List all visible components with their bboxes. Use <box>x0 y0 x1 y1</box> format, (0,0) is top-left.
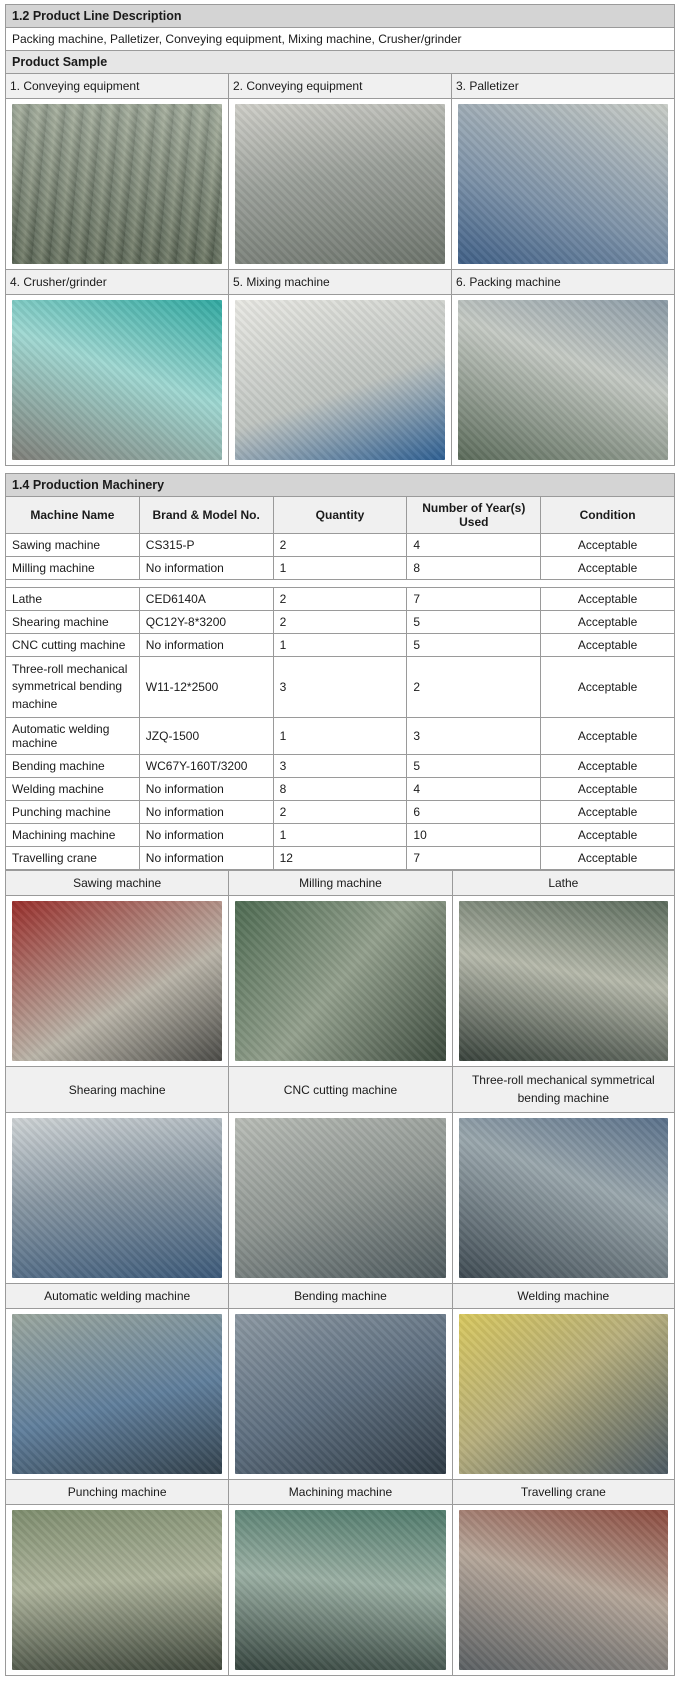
machinery-caption-welding: Welding machine <box>452 1283 674 1308</box>
machine-quantity: 3 <box>273 657 407 718</box>
machine-years: 8 <box>407 557 541 580</box>
machine-model: JZQ-1500 <box>139 718 273 755</box>
machine-condition: Acceptable <box>541 557 675 580</box>
machinery-caption-sawing: Sawing machine <box>6 871 229 896</box>
milling-machine-photo <box>235 901 445 1061</box>
machinery-photo-row-2 <box>6 1112 675 1283</box>
machine-condition: Acceptable <box>541 634 675 657</box>
machinery-caption-row-2 <box>6 1067 675 1113</box>
machinery-photo-cell-punching <box>6 1504 229 1675</box>
product-sample-heading-row <box>6 51 675 74</box>
machine-quantity: 2 <box>273 611 407 634</box>
machine-model: No information <box>139 778 273 801</box>
table-row <box>6 824 675 847</box>
machine-name: Automatic welding machine <box>6 718 140 755</box>
machinery-caption-machining: Machining machine <box>229 1479 452 1504</box>
crusher-grinder-photo <box>12 300 222 460</box>
travelling-crane-photo <box>459 1510 668 1670</box>
machine-quantity: 1 <box>273 824 407 847</box>
sample-caption-4: 4. Crusher/grinder <box>6 270 229 295</box>
machinery-caption-crane: Travelling crane <box>452 1479 674 1504</box>
welding-machine-photo <box>459 1314 668 1474</box>
table-row <box>6 557 675 580</box>
row-gap <box>6 580 675 588</box>
table-row <box>6 847 675 870</box>
machine-quantity: 1 <box>273 718 407 755</box>
machine-name: Lathe <box>6 588 140 611</box>
machine-years: 10 <box>407 824 541 847</box>
sample-caption-3: 3. Palletizer <box>452 74 675 99</box>
cnc-cutting-machine-photo <box>235 1118 445 1278</box>
table-row-spacer <box>6 580 675 588</box>
machine-model: WC67Y-160T/3200 <box>139 755 273 778</box>
machine-model: No information <box>139 557 273 580</box>
machine-years: 2 <box>407 657 541 718</box>
machinery-caption-shearing: Shearing machine <box>6 1067 229 1113</box>
machine-quantity: 1 <box>273 557 407 580</box>
machine-years: 7 <box>407 588 541 611</box>
machinery-header-row <box>6 497 675 534</box>
machine-condition: Acceptable <box>541 824 675 847</box>
sample-caption-5: 5. Mixing machine <box>229 270 452 295</box>
product-line-table <box>5 4 675 466</box>
machine-condition: Acceptable <box>541 657 675 718</box>
table-row <box>6 534 675 557</box>
column-years-used: Number of Year(s) Used <box>407 497 541 534</box>
sample-photo-cell-2 <box>229 99 452 270</box>
machinery-caption-cnc: CNC cutting machine <box>229 1067 452 1113</box>
machinery-photo-cell-crane <box>452 1504 674 1675</box>
conveying-equipment-photo-1 <box>12 104 222 264</box>
machinery-photo-cell-shearing <box>6 1112 229 1283</box>
machine-quantity: 8 <box>273 778 407 801</box>
sample-photo-cell-1 <box>6 99 229 270</box>
sample-caption-row-1 <box>6 74 675 99</box>
punching-machine-photo <box>12 1510 222 1670</box>
machine-model: No information <box>139 801 273 824</box>
machinery-photo-cell-welding <box>452 1308 674 1479</box>
conveying-equipment-photo-2 <box>235 104 445 264</box>
machinery-photo-cell-sawing <box>6 896 229 1067</box>
column-machine-name: Machine Name <box>6 497 140 534</box>
sample-caption-2: 2. Conveying equipment <box>229 74 452 99</box>
machinery-caption-milling: Milling machine <box>229 871 452 896</box>
machinery-photo-table <box>5 870 675 1676</box>
sawing-machine-photo <box>12 901 222 1061</box>
machine-years: 6 <box>407 801 541 824</box>
sample-photo-cell-4 <box>6 295 229 466</box>
machinery-caption-lathe: Lathe <box>452 871 674 896</box>
sample-caption-1: 1. Conveying equipment <box>6 74 229 99</box>
machinery-photo-row-1 <box>6 896 675 1067</box>
machinery-heading-row <box>6 474 675 497</box>
table-row <box>6 611 675 634</box>
machine-condition: Acceptable <box>541 718 675 755</box>
table-row <box>6 801 675 824</box>
machine-name: Welding machine <box>6 778 140 801</box>
three-roll-bending-machine-photo <box>459 1118 668 1278</box>
mixing-machine-photo <box>235 300 445 460</box>
machinery-heading: 1.4 Production Machinery <box>6 474 675 497</box>
machine-condition: Acceptable <box>541 801 675 824</box>
table-row <box>6 755 675 778</box>
machine-condition: Acceptable <box>541 611 675 634</box>
machine-name: CNC cutting machine <box>6 634 140 657</box>
machinery-photo-cell-bending <box>229 1308 452 1479</box>
sample-caption-row-2 <box>6 270 675 295</box>
section-spacer <box>5 466 675 473</box>
column-quantity: Quantity <box>273 497 407 534</box>
product-line-heading: 1.2 Product Line Description <box>6 5 675 28</box>
machine-years: 4 <box>407 534 541 557</box>
machine-name: Bending machine <box>6 755 140 778</box>
machinery-caption-row-3 <box>6 1283 675 1308</box>
machine-condition: Acceptable <box>541 534 675 557</box>
machinery-photo-cell-machining <box>229 1504 452 1675</box>
machine-years: 3 <box>407 718 541 755</box>
section-heading-row <box>6 5 675 28</box>
machinery-photo-row-4 <box>6 1504 675 1675</box>
machine-model: No information <box>139 847 273 870</box>
column-condition: Condition <box>541 497 675 534</box>
machinery-caption-auto-welding: Automatic welding machine <box>6 1283 229 1308</box>
machinery-caption-punching: Punching machine <box>6 1479 229 1504</box>
table-row <box>6 634 675 657</box>
product-sample-heading: Product Sample <box>6 51 675 74</box>
sample-caption-6: 6. Packing machine <box>452 270 675 295</box>
machine-model: CS315-P <box>139 534 273 557</box>
machine-name: Three-roll mechanical symmetrical bending machine <box>6 657 140 718</box>
machine-years: 5 <box>407 611 541 634</box>
machine-condition: Acceptable <box>541 755 675 778</box>
machine-condition: Acceptable <box>541 778 675 801</box>
shearing-machine-photo <box>12 1118 222 1278</box>
machinery-caption-three-roll: Three-roll mechanical symmetrical bending machine <box>452 1067 674 1113</box>
machining-machine-photo <box>235 1510 445 1670</box>
table-row <box>6 718 675 755</box>
bending-machine-photo <box>235 1314 445 1474</box>
machinery-photo-cell-auto-welding <box>6 1308 229 1479</box>
sample-photo-cell-5 <box>229 295 452 466</box>
machine-quantity: 3 <box>273 755 407 778</box>
machinery-photo-cell-three-roll <box>452 1112 674 1283</box>
machinery-photo-cell-lathe <box>452 896 674 1067</box>
machinery-photo-cell-cnc <box>229 1112 452 1283</box>
table-row <box>6 657 675 718</box>
production-machinery-table <box>5 473 675 870</box>
machine-quantity: 1 <box>273 634 407 657</box>
machinery-caption-row-4 <box>6 1479 675 1504</box>
machinery-photo-cell-milling <box>229 896 452 1067</box>
machinery-caption-row-1 <box>6 871 675 896</box>
table-row <box>6 778 675 801</box>
automatic-welding-machine-photo <box>12 1314 222 1474</box>
machine-years: 4 <box>407 778 541 801</box>
column-brand-model: Brand & Model No. <box>139 497 273 534</box>
sample-photo-row-2 <box>6 295 675 466</box>
lathe-photo <box>459 901 668 1061</box>
table-row <box>6 588 675 611</box>
machine-condition: Acceptable <box>541 588 675 611</box>
machine-model: W11-12*2500 <box>139 657 273 718</box>
machine-model: QC12Y-8*3200 <box>139 611 273 634</box>
sample-photo-cell-6 <box>452 295 675 466</box>
machine-quantity: 2 <box>273 801 407 824</box>
machine-name: Machining machine <box>6 824 140 847</box>
machinery-photo-row-3 <box>6 1308 675 1479</box>
machinery-caption-bending: Bending machine <box>229 1283 452 1308</box>
machine-name: Travelling crane <box>6 847 140 870</box>
machine-name: Sawing machine <box>6 534 140 557</box>
machine-quantity: 12 <box>273 847 407 870</box>
machine-quantity: 2 <box>273 588 407 611</box>
machine-model: No information <box>139 824 273 847</box>
machine-name: Punching machine <box>6 801 140 824</box>
machine-model: CED6140A <box>139 588 273 611</box>
machine-name: Shearing machine <box>6 611 140 634</box>
machine-years: 5 <box>407 634 541 657</box>
machine-condition: Acceptable <box>541 847 675 870</box>
machine-name: Milling machine <box>6 557 140 580</box>
machine-years: 5 <box>407 755 541 778</box>
palletizer-photo <box>458 104 668 264</box>
machine-quantity: 2 <box>273 534 407 557</box>
machine-model: No information <box>139 634 273 657</box>
sample-photo-cell-3 <box>452 99 675 270</box>
product-line-description: Packing machine, Palletizer, Conveying equipment, Mixing machine, Crusher/grinder <box>6 28 675 51</box>
packing-machine-photo <box>458 300 668 460</box>
sample-photo-row-1 <box>6 99 675 270</box>
product-line-description-row <box>6 28 675 51</box>
machine-years: 7 <box>407 847 541 870</box>
